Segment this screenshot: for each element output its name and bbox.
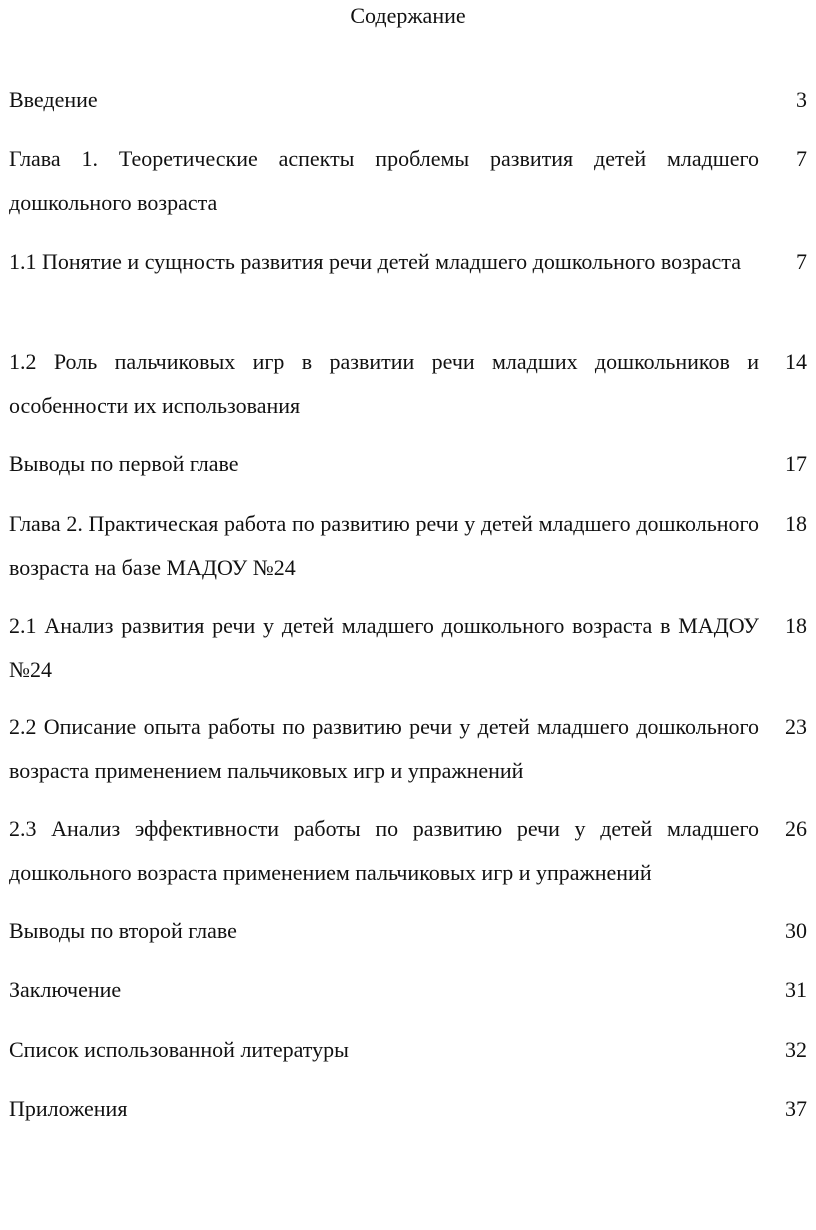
toc-entry-text: Выводы по второй главе — [9, 918, 237, 943]
toc-entry-page: 31 — [785, 977, 807, 1002]
toc-entry-text: Глава 2. Практическая работа по развитию речи у детей младшего дошкольного возраста на базе МАДОУ №24 — [9, 511, 759, 580]
toc-entry-text: Заключение — [9, 977, 122, 1002]
toc-entry-page: 7 — [796, 249, 807, 274]
toc-entry-page: 17 — [785, 451, 807, 476]
toc-entry-text: Приложения — [9, 1096, 128, 1121]
toc-entry-text: Глава 1. Теоретические аспекты проблемы развития детей младшего дошкольного возраста — [9, 146, 759, 215]
toc-entry-page: 18 — [785, 613, 807, 638]
toc-entry-text: 2.3 Анализ эффективности работы по развитию речи у детей младшего дошкольного возраста применением пальчиковых игр и упражнений — [9, 816, 759, 885]
toc-entry-text: 2.2 Описание опыта работы по развитию речи у детей младшего дошкольного возраста применением пальчиковых игр и упражнений — [9, 714, 759, 783]
toc-title: Содержание — [350, 3, 466, 28]
toc-entry-page: 30 — [785, 918, 807, 943]
toc-entry-page: 18 — [785, 511, 807, 536]
toc-entry-page: 3 — [796, 87, 807, 112]
toc-entry-page: 14 — [785, 349, 807, 374]
toc-entry-page: 7 — [796, 146, 807, 171]
toc-entry-text: 1.1 Понятие и сущность развития речи детей младшего дошкольного возраста — [9, 249, 741, 274]
toc-entry-page: 26 — [785, 816, 807, 841]
toc-entry-text: 2.1 Анализ развития речи у детей младшего дошкольного возраста в МАДОУ №24 — [9, 613, 759, 682]
toc-entry-page: 23 — [785, 714, 807, 739]
toc-entry-text: Введение — [9, 87, 98, 112]
toc-entry-text: 1.2 Роль пальчиковых игр в развитии речи младших дошкольников и особенности их использования — [9, 349, 759, 418]
toc-entry-text: Выводы по первой главе — [9, 451, 239, 476]
toc-entry-page: 37 — [785, 1096, 807, 1121]
toc-entry-text: Список использованной литературы — [9, 1037, 349, 1062]
toc-entry-page: 32 — [785, 1037, 807, 1062]
